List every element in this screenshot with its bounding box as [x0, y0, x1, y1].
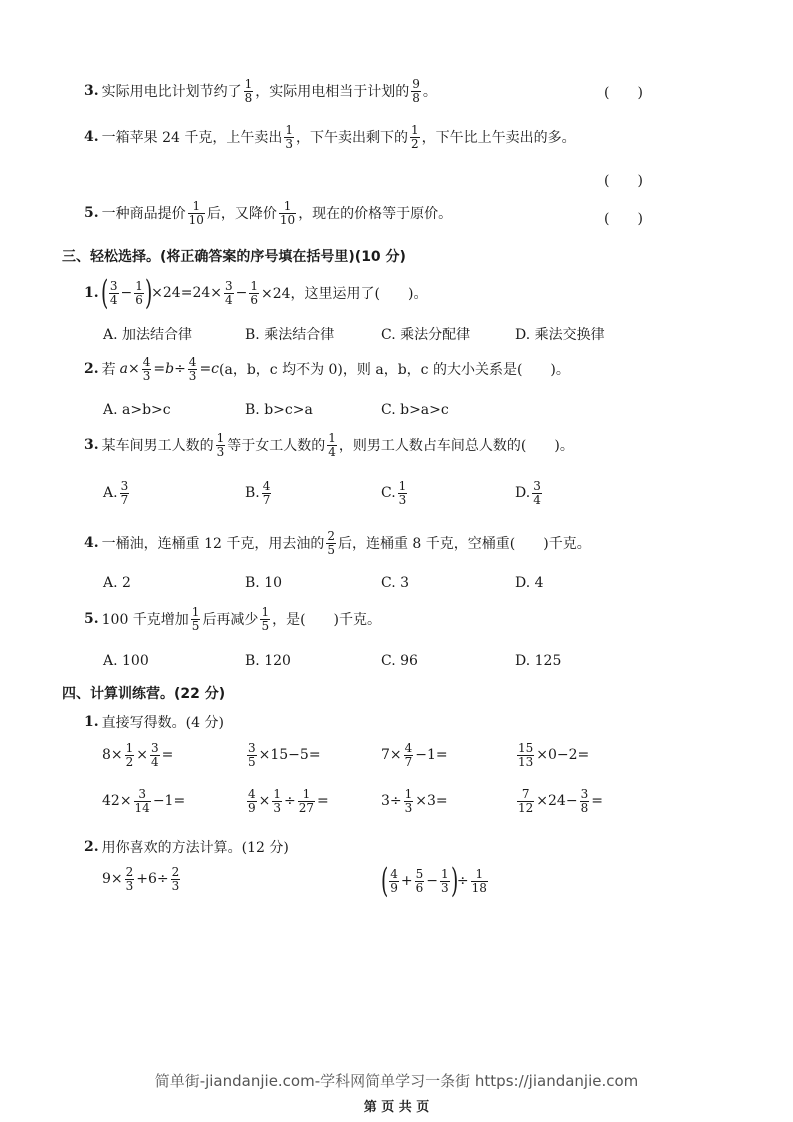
question-number: 3.: [84, 83, 99, 100]
fraction: $\frac{1}{3}$: [216, 431, 225, 459]
option-d[interactable]: D. 125: [515, 653, 562, 669]
operator: ×: [127, 361, 140, 378]
fraction: $\frac{2}{3}$: [171, 865, 180, 893]
fraction: $\frac{4}{9}$: [390, 866, 398, 895]
question-number: 2.: [84, 361, 99, 378]
question-number: 4.: [84, 535, 99, 552]
fraction: $\frac{1}{8}$: [244, 77, 253, 105]
fraction: $\frac{3}{4}$: [533, 479, 541, 507]
left-bracket: (: [380, 861, 389, 901]
choice-q4: [84, 530, 591, 556]
calc-expression: 7× $\frac{4}{7}$ −1=: [381, 741, 448, 769]
fraction: $\frac{4}{3}$: [142, 355, 151, 383]
fraction: $\frac{3}{8}$: [580, 787, 589, 815]
question-text: ，下午比上午卖出的多。: [421, 130, 576, 147]
fraction: $\frac{4}{7}$: [404, 741, 413, 769]
question-text: 。: [422, 84, 437, 101]
question-number: 5.: [84, 205, 99, 222]
fraction: $\frac{5}{6}$: [415, 866, 424, 895]
fraction: $\frac{1}{10}$: [188, 199, 204, 227]
question-text: 后，又降价: [206, 206, 277, 223]
fraction: $\frac{1}{3}$: [398, 479, 407, 507]
question-text: 后再减少: [202, 612, 259, 629]
fraction: $\frac{2}{5}$: [327, 529, 335, 557]
question-text: ×24，这里运用了( )。: [261, 286, 428, 302]
calc-expression: 42× $\frac{3}{14}$ −1=: [102, 787, 186, 815]
question-text: 实际用电比计划节约了: [101, 84, 242, 101]
fraction: $\frac{1}{27}$: [298, 787, 315, 815]
option-c[interactable]: C. 乘法分配律: [381, 327, 471, 343]
section-3-title: 三、轻松选择。(将正确答案的序号填在括号里)(10 分): [62, 249, 406, 265]
option-b[interactable]: B. 10: [245, 575, 283, 591]
question-text: ，现在的价格等于原价。: [298, 206, 453, 223]
choice-q3: [84, 432, 574, 458]
option-label: C.: [381, 485, 396, 502]
fraction: $\frac{1}{2}$: [410, 123, 419, 151]
option-d[interactable]: [515, 480, 544, 506]
question-text: (a，b，c 均不为 0)，则 a，b，c 的大小关系是( )。: [219, 362, 570, 379]
judge-q5: [84, 200, 452, 226]
watermark-footer: 简单街-jiandanjie.com-学科网简单学习一条街 https://jiandanjie.com: [154, 1072, 639, 1090]
question-text: ×24=24×: [151, 285, 222, 301]
fraction: $\frac{3}{4}$: [151, 741, 159, 769]
operator: ÷: [174, 361, 186, 378]
fraction: $\frac{1}{3}$: [441, 866, 449, 895]
question-text: 用你喜欢的方法计算。(12 分): [101, 840, 289, 856]
fraction: $\frac{1}{5}$: [261, 605, 270, 633]
fraction: $\frac{15}{13}$: [518, 741, 534, 769]
left-bracket: (: [100, 273, 108, 313]
option-a[interactable]: A. 100: [103, 653, 149, 669]
calc-expression: 9× $\frac{2}{3}$ +6÷ $\frac{2}{3}$: [102, 865, 180, 893]
fraction: $\frac{9}{8}$: [412, 77, 420, 105]
calc-expression: $\frac{15}{13}$ ×0−2=: [518, 741, 590, 769]
fraction: $\frac{3}{4}$: [109, 278, 118, 307]
variable: b: [165, 361, 175, 378]
option-a[interactable]: A. 2: [103, 575, 131, 591]
fraction: $\frac{1}{6}$: [250, 278, 259, 307]
calc-expression: 3÷ $\frac{1}{3}$ ×3=: [381, 787, 448, 815]
question-text: 一种商品提价: [101, 206, 186, 223]
option-b[interactable]: [245, 480, 273, 506]
choice-q2: [84, 356, 570, 382]
question-text: ，是( )千克。: [272, 612, 382, 629]
option-d[interactable]: D. 乘法交换律: [515, 327, 605, 343]
fraction: $\frac{4}{7}$: [262, 479, 271, 507]
sub-question-2: [84, 837, 289, 857]
option-b[interactable]: B. 120: [245, 653, 291, 669]
question-number: 5.: [84, 611, 99, 628]
right-bracket: ): [450, 861, 458, 901]
question-text: 一箱苹果 24 千克，上午卖出: [101, 130, 283, 147]
option-c[interactable]: C. 3: [381, 575, 410, 591]
sub-question-1: [84, 712, 224, 732]
question-text: ，下午卖出剩下的: [295, 130, 408, 147]
question-text: 若: [101, 362, 116, 379]
calc-expression: ( $\frac{4}{9}$ + $\frac{5}{6}$ − $\frac{1}{3}$ ) ÷ $\frac{1}{18}$: [380, 861, 487, 901]
option-label: A.: [103, 485, 118, 502]
option-a[interactable]: A. 加法结合律: [103, 327, 193, 343]
question-text: ，则男工人数占车间总人数的( )。: [338, 438, 574, 455]
fraction: $\frac{1}{3}$: [285, 123, 293, 151]
option-label: B.: [245, 485, 260, 502]
option-d[interactable]: D. 4: [515, 575, 544, 591]
option-c[interactable]: C. 96: [381, 653, 418, 669]
question-number: 1.: [84, 285, 99, 301]
option-c[interactable]: [381, 480, 409, 506]
variable: a: [119, 361, 128, 378]
judge-q3: [84, 78, 437, 104]
question-number: 2.: [84, 839, 99, 855]
question-text: 一桶油，连桶重 12 千克，用去油的: [101, 536, 325, 553]
option-c[interactable]: C. b>a>c: [381, 402, 449, 418]
right-bracket: ): [144, 273, 153, 313]
question-number: 4.: [84, 129, 99, 146]
question-number: 1.: [84, 714, 99, 730]
question-text: ，实际用电相当于计划的: [255, 84, 410, 101]
option-a[interactable]: [103, 480, 131, 506]
fraction: $\frac{1}{3}$: [404, 787, 413, 815]
answer-blank[interactable]: ( ): [604, 211, 643, 227]
judge-q4: [84, 124, 576, 150]
option-b[interactable]: B. b>c>a: [245, 402, 313, 418]
fraction: $\frac{1}{3}$: [273, 787, 282, 815]
page-number: 第 页 共 页: [363, 1100, 430, 1115]
calc-expression: $\frac{4}{9}$ × $\frac{1}{3}$ ÷ $\frac{1}{27}$ =: [248, 787, 329, 815]
operator: =: [199, 361, 212, 378]
question-text: 100 千克增加: [101, 612, 189, 629]
question-text: 后，连桶重 8 千克，空桶重( )千克。: [337, 536, 591, 553]
fraction: $\frac{4}{9}$: [248, 787, 256, 815]
fraction: $\frac{4}{3}$: [188, 355, 197, 383]
fraction: $\frac{1}{10}$: [279, 199, 296, 227]
operator: −: [235, 285, 248, 301]
calc-expression: 8× $\frac{1}{2}$ × $\frac{3}{4}$ =: [102, 741, 174, 769]
fraction: $\frac{1}{2}$: [125, 741, 134, 769]
answer-blank[interactable]: ( ): [604, 173, 643, 189]
choice-q5: [84, 606, 381, 632]
choice-q1: [84, 273, 428, 313]
variable: c: [211, 361, 220, 378]
fraction: $\frac{1}{4}$: [328, 431, 336, 459]
question-number: 3.: [84, 437, 99, 454]
fraction: $\frac{3}{5}$: [248, 741, 256, 769]
option-label: D.: [515, 485, 531, 502]
question-text: 等于女工人数的: [227, 438, 326, 455]
fraction: $\frac{1}{5}$: [191, 605, 200, 633]
fraction: $\frac{1}{18}$: [471, 866, 487, 895]
section-4-title: 四、计算训练营。(22 分): [62, 686, 226, 702]
fraction: $\frac{3}{4}$: [225, 278, 233, 307]
option-a[interactable]: A. a>b>c: [103, 402, 171, 418]
operator: −: [120, 285, 133, 301]
question-text: 某车间男工人数的: [101, 438, 214, 455]
option-b[interactable]: B. 乘法结合律: [245, 327, 335, 343]
fraction: $\frac{7}{12}$: [518, 787, 534, 815]
answer-blank[interactable]: ( ): [604, 85, 643, 101]
question-text: 直接写得数。(4 分): [101, 715, 224, 731]
calc-expression: $\frac{7}{12}$ ×24− $\frac{3}{8}$ =: [518, 787, 603, 815]
calc-expression: $\frac{3}{5}$ ×15−5=: [248, 741, 321, 769]
fraction: $\frac{1}{6}$: [135, 278, 143, 307]
operator: =: [153, 361, 166, 378]
fraction: $\frac{2}{3}$: [125, 865, 134, 893]
fraction: $\frac{3}{14}$: [134, 787, 150, 815]
fraction: $\frac{3}{7}$: [120, 479, 129, 507]
